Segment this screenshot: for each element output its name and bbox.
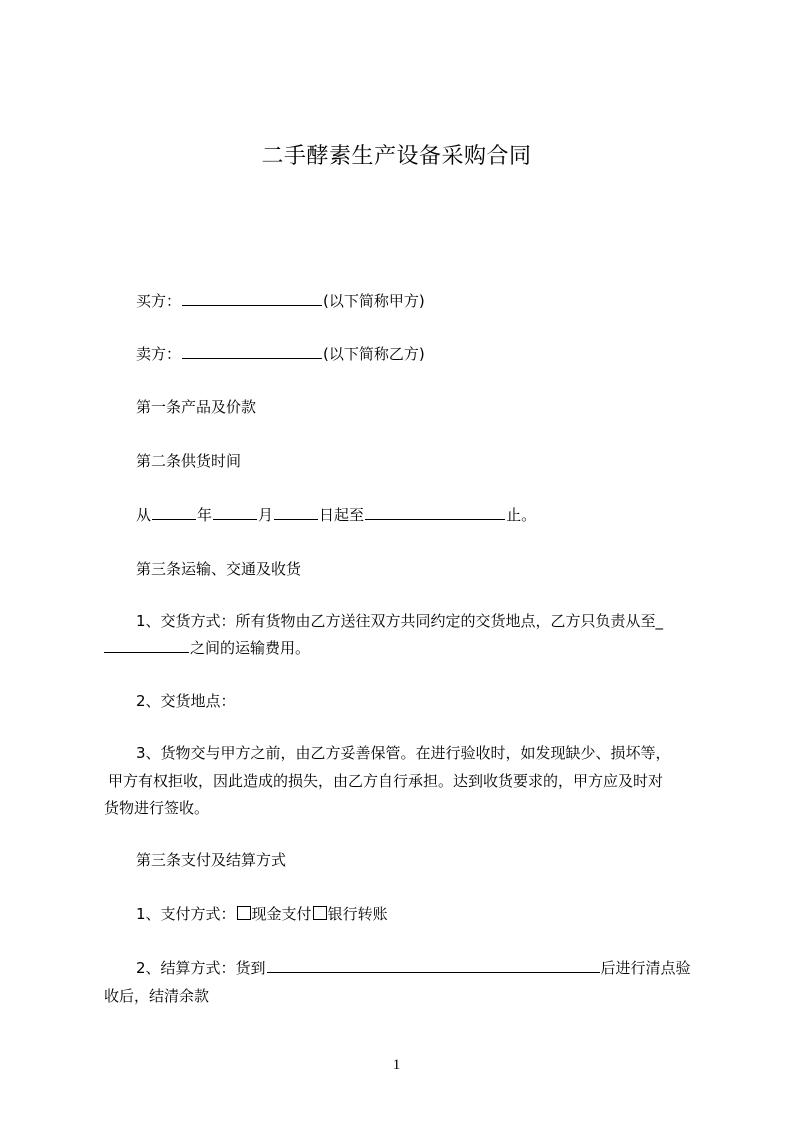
item-3-line-2: 甲方有权拒收，因此造成的损失，由乙方自行承担。达到收货要求的，甲方应及时对: [108, 772, 664, 790]
article-2-heading: 第二条供货时间: [136, 452, 242, 470]
settlement-after: 后进行清点验: [600, 959, 691, 977]
supply-period-line: [136, 505, 536, 525]
item-1-line-2: [104, 638, 310, 658]
article-3-transport-heading: 第三条运输、交通及收货: [136, 560, 302, 578]
page-number: 1: [392, 1057, 401, 1073]
item-1-line-1: 1、交货方式：所有货物由乙方送往双方共同约定的交货地点，乙方只负责从至_: [136, 612, 664, 630]
settlement-blank: [267, 958, 600, 973]
buyer-suffix: (以下简称甲方): [323, 292, 425, 310]
month-blank: [213, 505, 257, 520]
buyer-label: 买方：: [136, 292, 182, 310]
article-3-payment-heading: 第三条支付及结算方式: [136, 851, 287, 869]
item-3-line-1: 3、货物交与甲方之前，由乙方妥善保管。在进行验收时，如发现缺少、损坏等，: [136, 744, 671, 762]
cash-checkbox[interactable]: [237, 906, 251, 920]
buyer-line: [136, 291, 425, 311]
period-day-until: 日起至: [319, 506, 365, 524]
day-blank: [274, 505, 318, 520]
settlement-label: 2、结算方式：货到: [136, 959, 266, 977]
period-end: 止。: [506, 506, 537, 524]
period-year: 年: [197, 506, 213, 524]
item-2-line: 2、交货地点：: [136, 692, 236, 710]
bank-option-label: 银行转账: [327, 905, 388, 923]
settlement-line-2: 收后，结清余款: [104, 987, 210, 1005]
buyer-name-blank: [182, 291, 322, 306]
seller-line: [136, 344, 425, 364]
period-month: 月: [258, 506, 274, 524]
document-title: 二手酵素生产设备采购合同: [261, 144, 532, 169]
cash-option-label: 现金支付: [251, 905, 312, 923]
item-1-continuation: 之间的运输费用。: [190, 639, 311, 657]
settlement-line-1: [136, 958, 691, 978]
payment-label: 1、支付方式：: [136, 905, 236, 923]
item-3-line-3: 货物进行签收。: [104, 799, 210, 817]
period-from: 从: [136, 506, 152, 524]
payment-method-line: [136, 904, 388, 924]
seller-name-blank: [182, 344, 322, 359]
article-1-heading: 第一条产品及价款: [136, 398, 257, 416]
end-date-blank: [365, 505, 505, 520]
year-blank: [152, 505, 196, 520]
bank-transfer-checkbox[interactable]: [313, 906, 327, 920]
seller-label: 卖方：: [136, 345, 182, 363]
route-end-blank: [104, 638, 189, 653]
seller-suffix: (以下简称乙方): [323, 345, 425, 363]
